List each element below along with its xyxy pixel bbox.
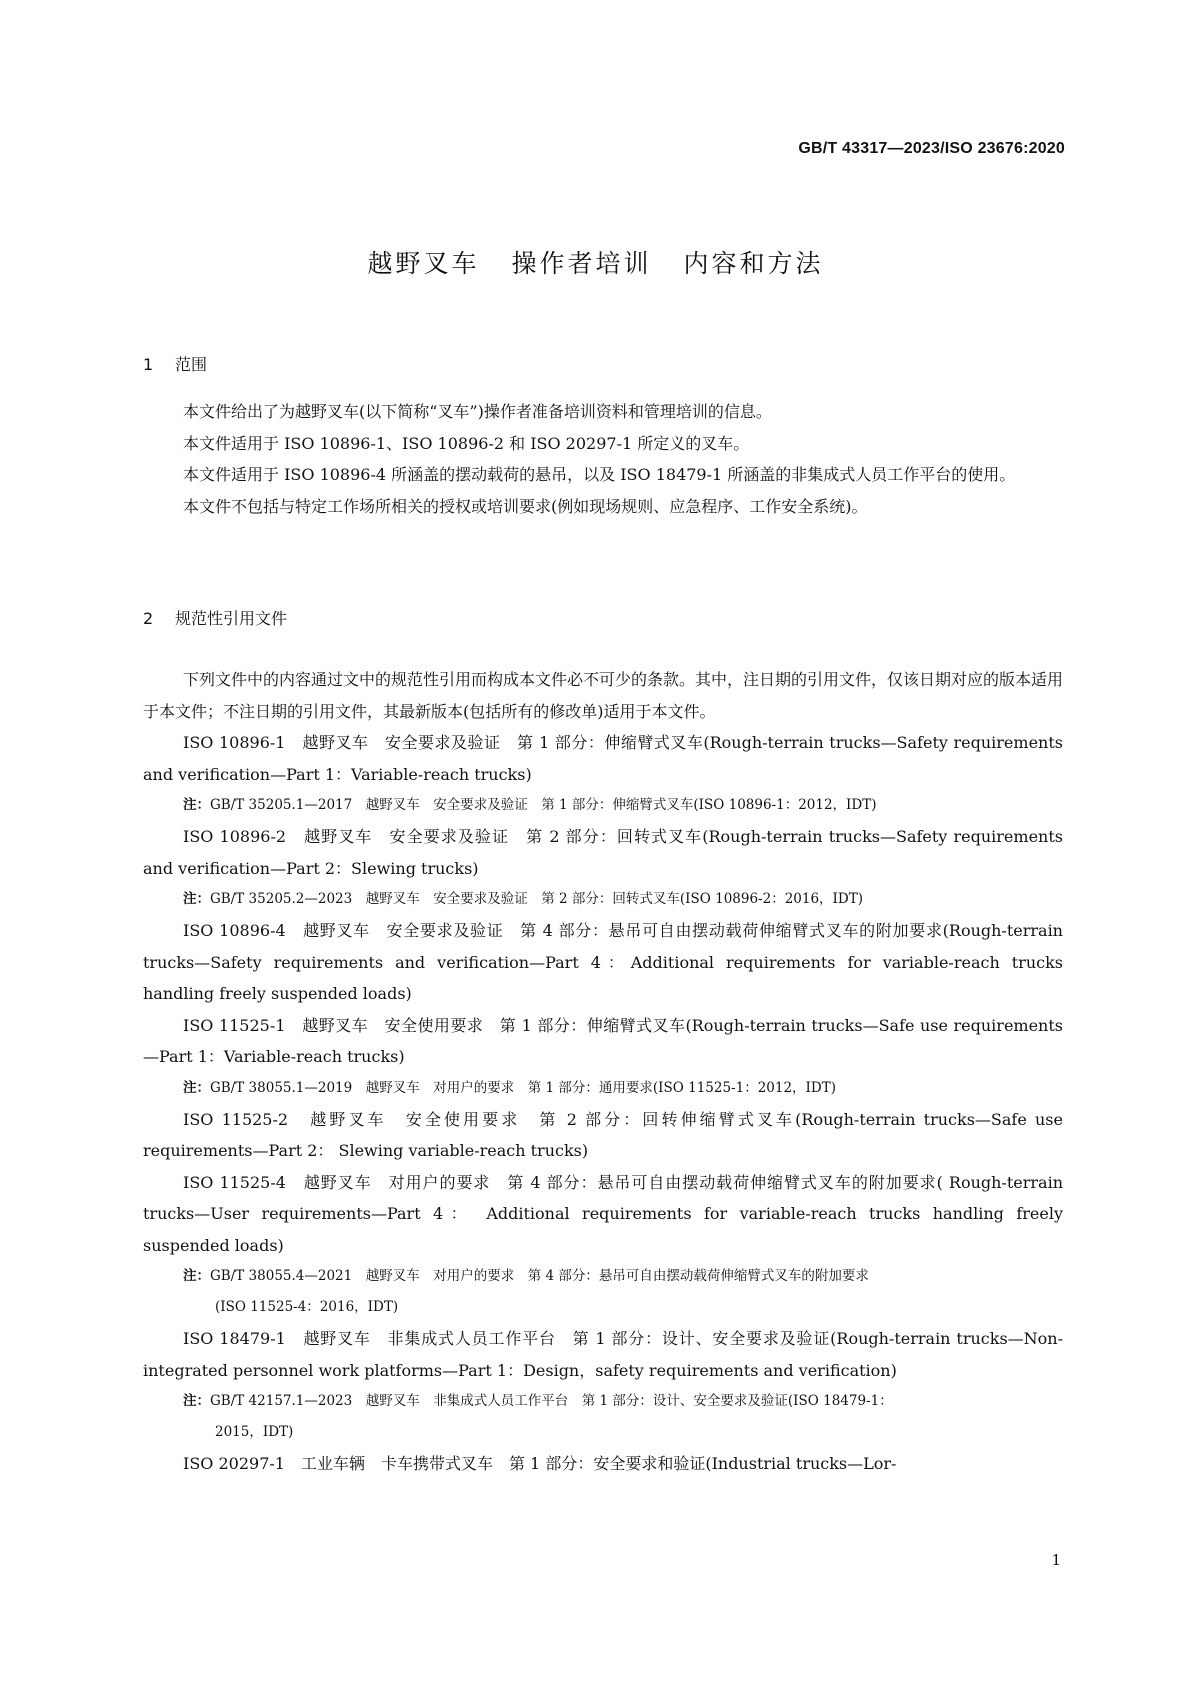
note-label: 注： [183, 1079, 210, 1096]
intro-paragraph: 下列文件中的内容通过文中的规范性引用而构成本文件必不可少的条款。其中，注日期的引用文件，仅该日期对应的版本适用于本文件；不注日期的引用文件，其最新版本(包括所有的修改单)适用于本文件。 [143, 670, 1064, 721]
section-heading-normative-references [143, 606, 287, 629]
section-title: 规范性引用文件 [175, 609, 288, 628]
section-number: 1 [143, 355, 154, 374]
paragraph: 本文件给出了为越野叉车(以下简称“叉车”)操作者准备培训资料和管理培训的信息。 [183, 402, 772, 421]
title-part: 操作者培训 [511, 249, 652, 278]
section-references-body [143, 664, 1063, 1480]
reference-entry: ISO 11525-4 越野叉车 对用户的要求 第 4 部分：悬吊可自由摆动载荷伸缩臂式叉车的附加要求( Rough-terrain trucks—User requirements—Part 4： Additional requirements for variable-reach trucks handling freely suspended loads) [143, 1172, 1063, 1255]
reference-entry: ISO 18479-1 越野叉车 非集成式人员工作平台 第 1 部分：设计、安全要求及验证(Rough-terrain trucks—Non-integrated personnel work platforms—Part 1：Design，safety requirements and verification) [143, 1329, 1063, 1380]
reference-note [143, 1261, 1063, 1323]
title-part: 内容和方法 [683, 249, 824, 278]
note-label: 注： [183, 1268, 210, 1284]
note-text: GB/T 38055.4—2021 越野叉车 对用户的要求 第 4 部分：悬吊可自由摆动载荷伸缩臂式叉车的附加要求 [210, 1268, 869, 1284]
paragraph: 本文件适用于 ISO 10896-4 所涵盖的摆动载荷的悬吊，以及 ISO 18479-1 所涵盖的非集成式人员工作平台的使用。 [183, 465, 1016, 484]
reference-entry: ISO 11525-1 越野叉车 安全使用要求 第 1 部分：伸缩臂式叉车(Rough-terrain trucks—Safe use requirements—Part 1：Variable-reach trucks) [143, 1015, 1063, 1066]
reference-entry: ISO 10896-2 越野叉车 安全要求及验证 第 2 部分：回转式叉车(Rough-terrain trucks—Safety requirements and verification—Part 2：Slewing trucks) [143, 827, 1063, 878]
note-continuation: (ISO 11525-4：2016，IDT) [215, 1299, 399, 1315]
title-part: 越野叉车 [367, 249, 480, 278]
standard-code: GB/T 43317—2023/ISO 23676:2020 [798, 140, 1065, 157]
reference-note [143, 1073, 1063, 1104]
note-label: 注： [183, 1393, 210, 1409]
reference-note [143, 1386, 1063, 1448]
reference-entry: ISO 11525-2 越野叉车 安全使用要求 第 2 部分：回转伸缩臂式叉车(Rough-terrain trucks—Safe use requirements—Part 2： Slewing variable-reach trucks) [143, 1109, 1063, 1160]
section-title: 范围 [175, 355, 208, 374]
note-continuation: 2015，IDT) [215, 1424, 294, 1440]
reference-entry: ISO 10896-1 越野叉车 安全要求及验证 第 1 部分：伸缩臂式叉车(Rough-terrain trucks—Safety requirements and verification—Part 1：Variable-reach trucks) [143, 733, 1063, 784]
page-number: 1 [1051, 1551, 1061, 1569]
reference-entry: ISO 20297-1 工业车辆 卡车携带式叉车 第 1 部分：安全要求和验证(Industrial trucks—Lor- [183, 1454, 897, 1473]
reference-entry: ISO 10896-4 越野叉车 安全要求及验证 第 4 部分：悬吊可自由摆动载荷伸缩臂式叉车的附加要求(Rough-terrain trucks—Safety requirements and verification—Part 4：Additional requirements for variable-reach trucks handling freely suspended loads) [143, 921, 1063, 1003]
section-heading-scope [143, 352, 207, 375]
document-title [0, 244, 1191, 280]
note-label: 注： [183, 891, 210, 907]
paragraph: 本文件适用于 ISO 10896-1、ISO 10896-2 和 ISO 20297-1 所定义的叉车。 [183, 433, 750, 453]
reference-note [143, 790, 1063, 821]
note-text: GB/T 38055.1—2019 越野叉车 对用户的要求 第 1 部分：通用要求(ISO 11525-1：2012，IDT) [210, 1079, 836, 1096]
note-text: GB/T 42157.1—2023 越野叉车 非集成式人员工作平台 第 1 部分：设计、安全要求及验证(ISO 18479-1： [210, 1393, 893, 1409]
note-text: GB/T 35205.2—2023 越野叉车 安全要求及验证 第 2 部分：回转式叉车(ISO 10896-2：2016，IDT) [210, 891, 863, 907]
section-scope-body [143, 396, 1063, 522]
note-text: GB/T 35205.1—2017 越野叉车 安全要求及验证 第 1 部分：伸缩臂式叉车(ISO 10896-1：2012，IDT) [210, 797, 877, 813]
reference-note [143, 884, 1063, 915]
note-label: 注： [183, 797, 210, 813]
section-number: 2 [143, 609, 154, 628]
paragraph: 本文件不包括与特定工作场所相关的授权或培训要求(例如现场规则、应急程序、工作安全系统)。 [183, 496, 868, 516]
